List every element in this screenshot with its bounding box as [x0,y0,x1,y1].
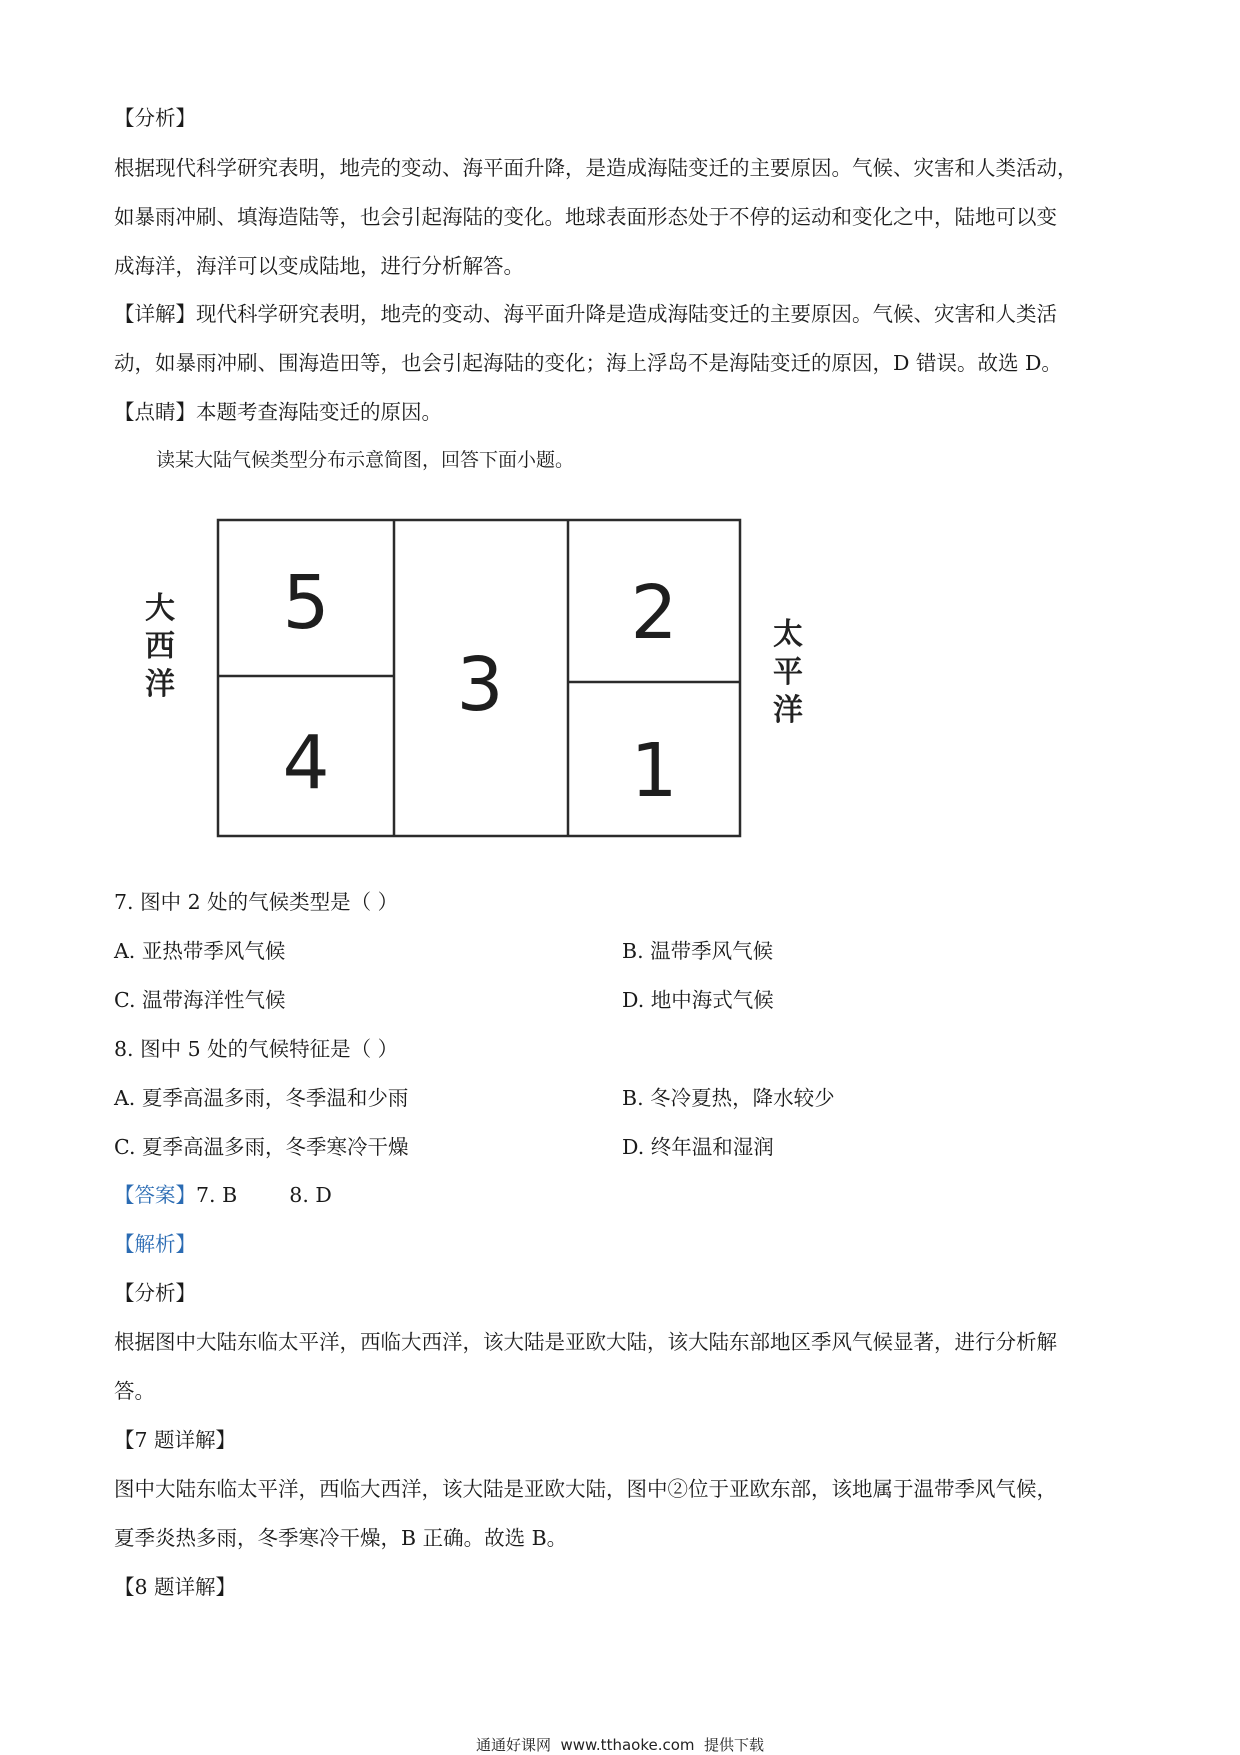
q8-option-d: D. 终年温和湿润 [622,1135,774,1159]
west-label-char-3: 洋 [145,667,175,702]
region-1-label: 1 [630,728,678,814]
q7-option-c: C. 温带海洋性气候 [114,988,286,1012]
explain-label: 【解析】 [114,1232,196,1256]
analysis2-line-2: 答。 [114,1379,155,1403]
analysis-line-1: 根据现代科学研究表明，地壳的变动、海平面升降，是造成海陆变迁的主要原因。气候、灾害和人类活动， [114,156,1078,180]
answer-line [114,1185,332,1206]
detail7-heading: 【7 题详解】 [114,1428,237,1452]
analysis-heading: 【分析】 [114,106,196,130]
page-footer: 通通好课网 www.tthaoke.com 提供下载 [475,1736,765,1754]
region-3-label: 3 [456,642,504,728]
q8-option-a: A. 夏季高温多雨，冬季温和少雨 [114,1086,409,1110]
region-5-label: 5 [282,560,330,646]
q7-option-d: D. 地中海式气候 [622,988,774,1012]
diagram-intro: 读某大陆气候类型分布示意简图，回答下面小题。 [156,449,575,471]
question-7-stem: 7. 图中 2 处的气候类型是（ ） [114,890,399,914]
analysis2-heading: 【分析】 [114,1281,196,1305]
region-2-label: 2 [630,570,678,656]
q7-option-a: A. 亚热带季风气候 [114,939,286,963]
east-label-char-2: 平 [773,655,803,690]
detail-line-1: 【详解】现代科学研究表明，地壳的变动、海平面升降是造成海陆变迁的主要原因。气候、灾害和人类活 [114,302,1057,326]
analysis-line-3: 成海洋，海洋可以变成陆地，进行分析解答。 [114,254,524,278]
detail8-heading: 【8 题详解】 [114,1575,237,1599]
question-8-stem: 8. 图中 5 处的气候特征是（ ） [114,1037,399,1061]
q8-option-b: B. 冬冷夏热，降水较少 [622,1086,835,1110]
east-label-char-1: 太 [773,617,803,652]
climate-diagram [130,510,810,850]
answer-label: 【答案】 [114,1183,196,1207]
detail7-line-2: 夏季炎热多雨，冬季寒冷干燥，B 正确。故选 B。 [114,1526,568,1550]
answer-text: 7. B 8. D [196,1183,332,1207]
detail7-line-1: 图中大陆东临太平洋，西临大西洋，该大陆是亚欧大陆，图中②位于亚欧东部，该地属于温带季风气候， [114,1477,1057,1501]
detail-line-2: 动，如暴雨冲刷、围海造田等，也会引起海陆的变化；海上浮岛不是海陆变迁的原因，D 错误。故选 D。 [114,351,1062,375]
analysis-line-2: 如暴雨冲刷、填海造陆等，也会引起海陆的变化。地球表面形态处于不停的运动和变化之中，陆地可以变 [114,205,1057,229]
q7-option-b: B. 温带季风气候 [622,939,774,963]
comment-line: 【点睛】本题考查海陆变迁的原因。 [114,400,442,424]
region-4-label: 4 [282,720,330,806]
west-label-char-1: 大 [145,591,175,626]
analysis2-line-1: 根据图中大陆东临太平洋，西临大西洋，该大陆是亚欧大陆，该大陆东部地区季风气候显著，进行分析解 [114,1330,1057,1354]
q8-option-c: C. 夏季高温多雨，冬季寒冷干燥 [114,1135,409,1159]
east-label-char-3: 洋 [773,693,803,728]
west-label-char-2: 西 [145,629,175,664]
